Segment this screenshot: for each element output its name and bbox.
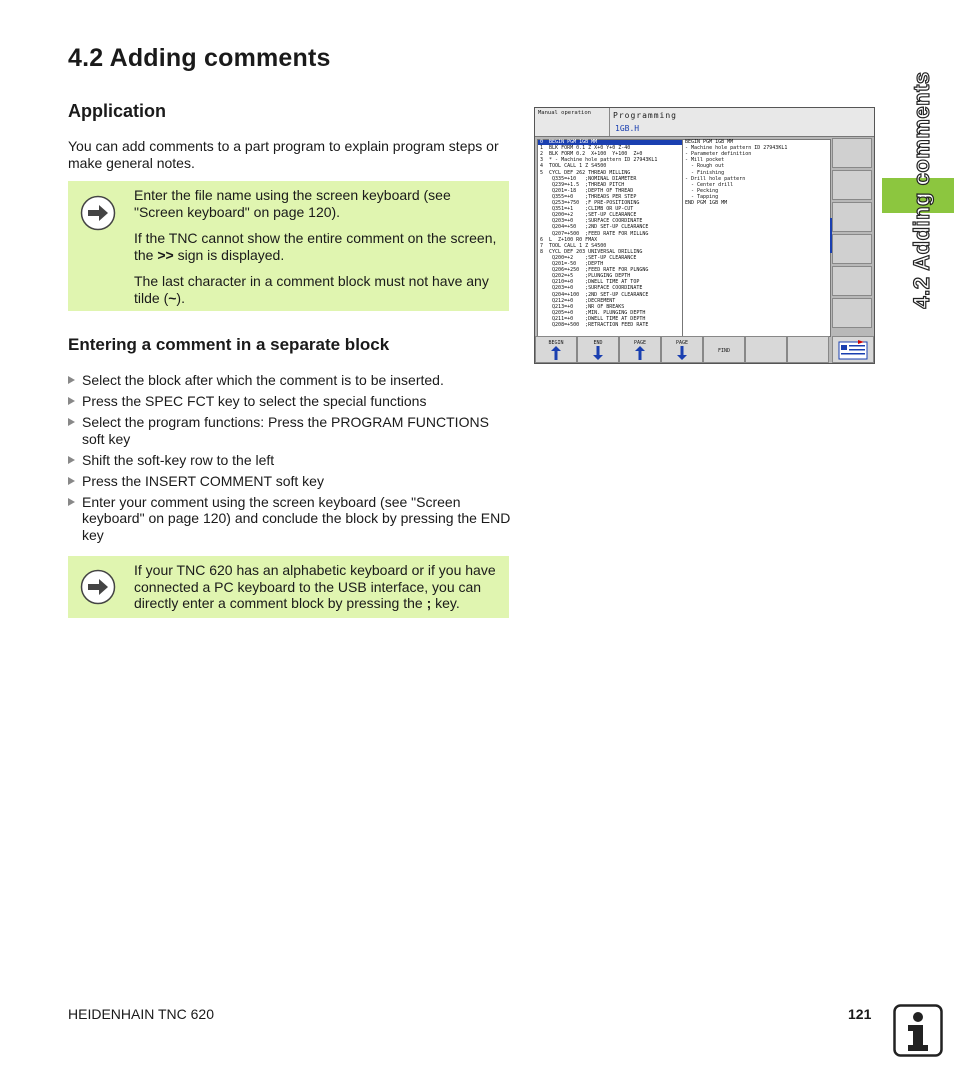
step-bullet-icon — [68, 498, 75, 506]
program-line[interactable]: Q204=+50 ;2ND SET-UP CLEARANCE — [540, 224, 649, 231]
program-line[interactable]: Q213=+0 ;NR OF BREAKS — [540, 303, 625, 310]
softkey-row — [535, 336, 874, 363]
program-line[interactable]: Q212=+0 ;DECREMENT — [540, 297, 616, 304]
page-number: 121 — [848, 1006, 872, 1022]
vertical-softkey[interactable] — [832, 298, 872, 328]
program-line[interactable]: Q207=+500 ;FEED RATE FOR MILLNG — [540, 230, 649, 237]
table-view-icon — [838, 340, 868, 360]
note-1-text — [134, 187, 502, 316]
program-line[interactable]: 3 * - Machine hole pattern ID 27943KL1 — [540, 157, 658, 164]
program-line[interactable]: Q202=+5 ;PLUNGING DEPTH — [540, 273, 631, 280]
step-item: Select the block after which the comment is to be inserted. — [68, 372, 513, 389]
structure-line[interactable]: - Pecking — [685, 187, 719, 194]
structure-line[interactable]: - Drill hole pattern — [685, 175, 746, 182]
step-bullet-icon — [68, 418, 75, 426]
program-line[interactable]: Q351=+1 ;CLIMB OR UP-CUT — [540, 206, 634, 213]
arrow-down-icon — [593, 346, 603, 360]
program-line[interactable]: Q200=+2 ;SET-UP CLEARANCE — [540, 212, 637, 219]
program-filename: 1GB.H — [615, 124, 640, 133]
structure-line[interactable]: BEGIN PGM 1GB MM — [685, 139, 734, 145]
program-line[interactable]: 6 L Z+100 R0 FMAX — [540, 236, 598, 243]
arrow-right-icon — [80, 569, 116, 605]
footer-product: HEIDENHAIN TNC 620 — [68, 1006, 215, 1022]
program-line[interactable]: Q205=+0 ;MIN. PLUNGING DEPTH — [540, 309, 646, 316]
note-box-1 — [68, 181, 509, 311]
step-item: Select the program functions: Press the PROGRAM FUNCTIONS soft key — [68, 414, 513, 447]
mode-left-label: Manual operation — [538, 110, 591, 116]
step-item: Press the INSERT COMMENT soft key — [68, 473, 513, 490]
arrow-right-icon — [80, 195, 116, 231]
program-line[interactable]: 5 CYCL DEF 262 THREAD MILLING — [540, 169, 631, 176]
step-bullet-icon — [68, 477, 75, 485]
structure-line[interactable]: - Machine hole pattern ID 27943KL1 — [685, 145, 788, 152]
step-bullet-icon — [68, 397, 75, 405]
find-softkey[interactable]: FIND — [703, 336, 745, 363]
mode-right-label: Programming — [613, 111, 677, 120]
program-line[interactable]: Q208=+500 ;RETRACTION FEED RATE — [540, 322, 649, 328]
note-1-para-3: The last character in a comment block must not have any tilde (~). — [134, 273, 489, 306]
program-line[interactable]: 4 TOOL CALL 1 Z S4500 — [540, 163, 607, 170]
step-list — [68, 372, 513, 548]
screen-header — [535, 108, 874, 137]
program-line[interactable]: Q200=+2 ;SET-UP CLEARANCE — [540, 254, 637, 261]
note-box-2 — [68, 556, 509, 618]
program-line[interactable]: 1 BLK FORM 0.1 Z X+0 Y+0 Z-40 — [540, 145, 631, 152]
application-heading: Application — [68, 101, 166, 121]
program-line[interactable]: Q206=+250 ;FEED RATE FOR PLNGNG — [540, 267, 649, 274]
program-line[interactable]: Q204=+100 ;2ND SET-UP CLEARANCE — [540, 291, 649, 298]
step-bullet-icon — [68, 456, 75, 464]
program-line[interactable]: Q203=+0 ;SURFACE COORDINATE — [540, 218, 643, 225]
program-line[interactable]: Q335=+10 ;NOMINAL DIAMETER — [540, 175, 637, 182]
step-item: Shift the soft-key row to the left — [68, 452, 513, 469]
structure-line[interactable]: - Parameter definition — [685, 151, 752, 158]
structure-line[interactable]: - Rough out — [685, 163, 725, 170]
structure-line[interactable]: - Mill pocket — [685, 157, 725, 164]
tnc-screen — [534, 107, 875, 364]
vertical-softkey[interactable] — [832, 266, 872, 296]
page-down-softkey[interactable]: PAGE — [661, 336, 703, 363]
program-line[interactable]: Q201=-18 ;DEPTH OF THREAD — [540, 187, 634, 194]
empty-softkey[interactable] — [787, 336, 829, 363]
program-line[interactable]: Q203=+0 ;SURFACE COORDINATE — [540, 285, 643, 292]
program-line[interactable]: 0 BEGIN PGM 1GB MM — [540, 139, 598, 145]
begin-softkey[interactable]: BEGIN — [535, 336, 577, 363]
arrow-up-icon — [551, 346, 561, 360]
section-title: 4.2 Adding comments — [68, 44, 331, 72]
note-1-para-2: If the TNC cannot show the entire comment on the screen, the >> sign is displayed. — [134, 230, 497, 263]
program-line[interactable]: Q201=-50 ;DEPTH — [540, 261, 604, 267]
end-softkey[interactable]: END — [577, 336, 619, 363]
table-view-softkey[interactable] — [832, 336, 874, 363]
vertical-softkey[interactable] — [832, 170, 872, 200]
arrow-up-icon — [635, 346, 645, 360]
application-intro: You can add comments to a part program to explain program steps or make general notes. — [68, 138, 499, 171]
structure-view[interactable] — [682, 139, 831, 337]
program-line[interactable]: 2 BLK FORM 0.2 X+100 Y+100 Z+0 — [540, 151, 643, 158]
page-up-softkey[interactable]: PAGE — [619, 336, 661, 363]
program-line[interactable]: 7 TOOL CALL 1 Z S4500 — [540, 242, 607, 249]
program-listing[interactable] — [537, 139, 684, 337]
arrow-down-icon — [677, 346, 687, 360]
step-item: Enter your comment using the screen keyboard (see "Screen keyboard" on page 120) and conclude the block by pressing the END key — [68, 494, 513, 544]
vertical-softkey[interactable] — [832, 202, 872, 232]
side-tab-title: 4.2 Adding comments — [909, 71, 934, 309]
program-line[interactable]: Q239=+1.5 ;THREAD PITCH — [540, 181, 625, 188]
structure-line[interactable]: - Center drill — [685, 181, 734, 188]
vertical-softkey[interactable] — [832, 138, 872, 168]
info-icon — [893, 1004, 943, 1057]
empty-softkey[interactable] — [745, 336, 787, 363]
program-line[interactable]: Q355=+0 ;THREADS PER STEP — [540, 193, 637, 200]
note-2-text: If your TNC 620 has an alphabetic keyboard or if you have connected a PC keyboard to the USB interface, you can directly enter a comment block by pressing the ; key. — [134, 562, 496, 611]
structure-line[interactable]: - Tapping — [685, 193, 719, 200]
structure-line[interactable]: END PGM 1GB MM — [685, 200, 728, 206]
step-bullet-icon — [68, 376, 75, 384]
vertical-softkey[interactable] — [832, 234, 872, 264]
note-1-para-1: Enter the file name using the screen keyboard (see "Screen keyboard" on page 120). — [134, 187, 451, 220]
program-line[interactable]: 8 CYCL DEF 203 UNIVERSAL DRILLING — [540, 248, 643, 255]
step-item: Press the SPEC FCT key to select the special functions — [68, 393, 513, 410]
entering-heading: Entering a comment in a separate block — [68, 335, 390, 354]
program-line[interactable]: Q210=+0 ;DWELL TIME AT TOP — [540, 279, 640, 286]
program-line[interactable]: Q211=+0 ;DWELL TIME AT DEPTH — [540, 315, 646, 322]
program-line[interactable]: Q253=+750 ;F PRE-POSITIONING — [540, 200, 640, 206]
structure-line[interactable]: - Finishing — [685, 169, 725, 176]
